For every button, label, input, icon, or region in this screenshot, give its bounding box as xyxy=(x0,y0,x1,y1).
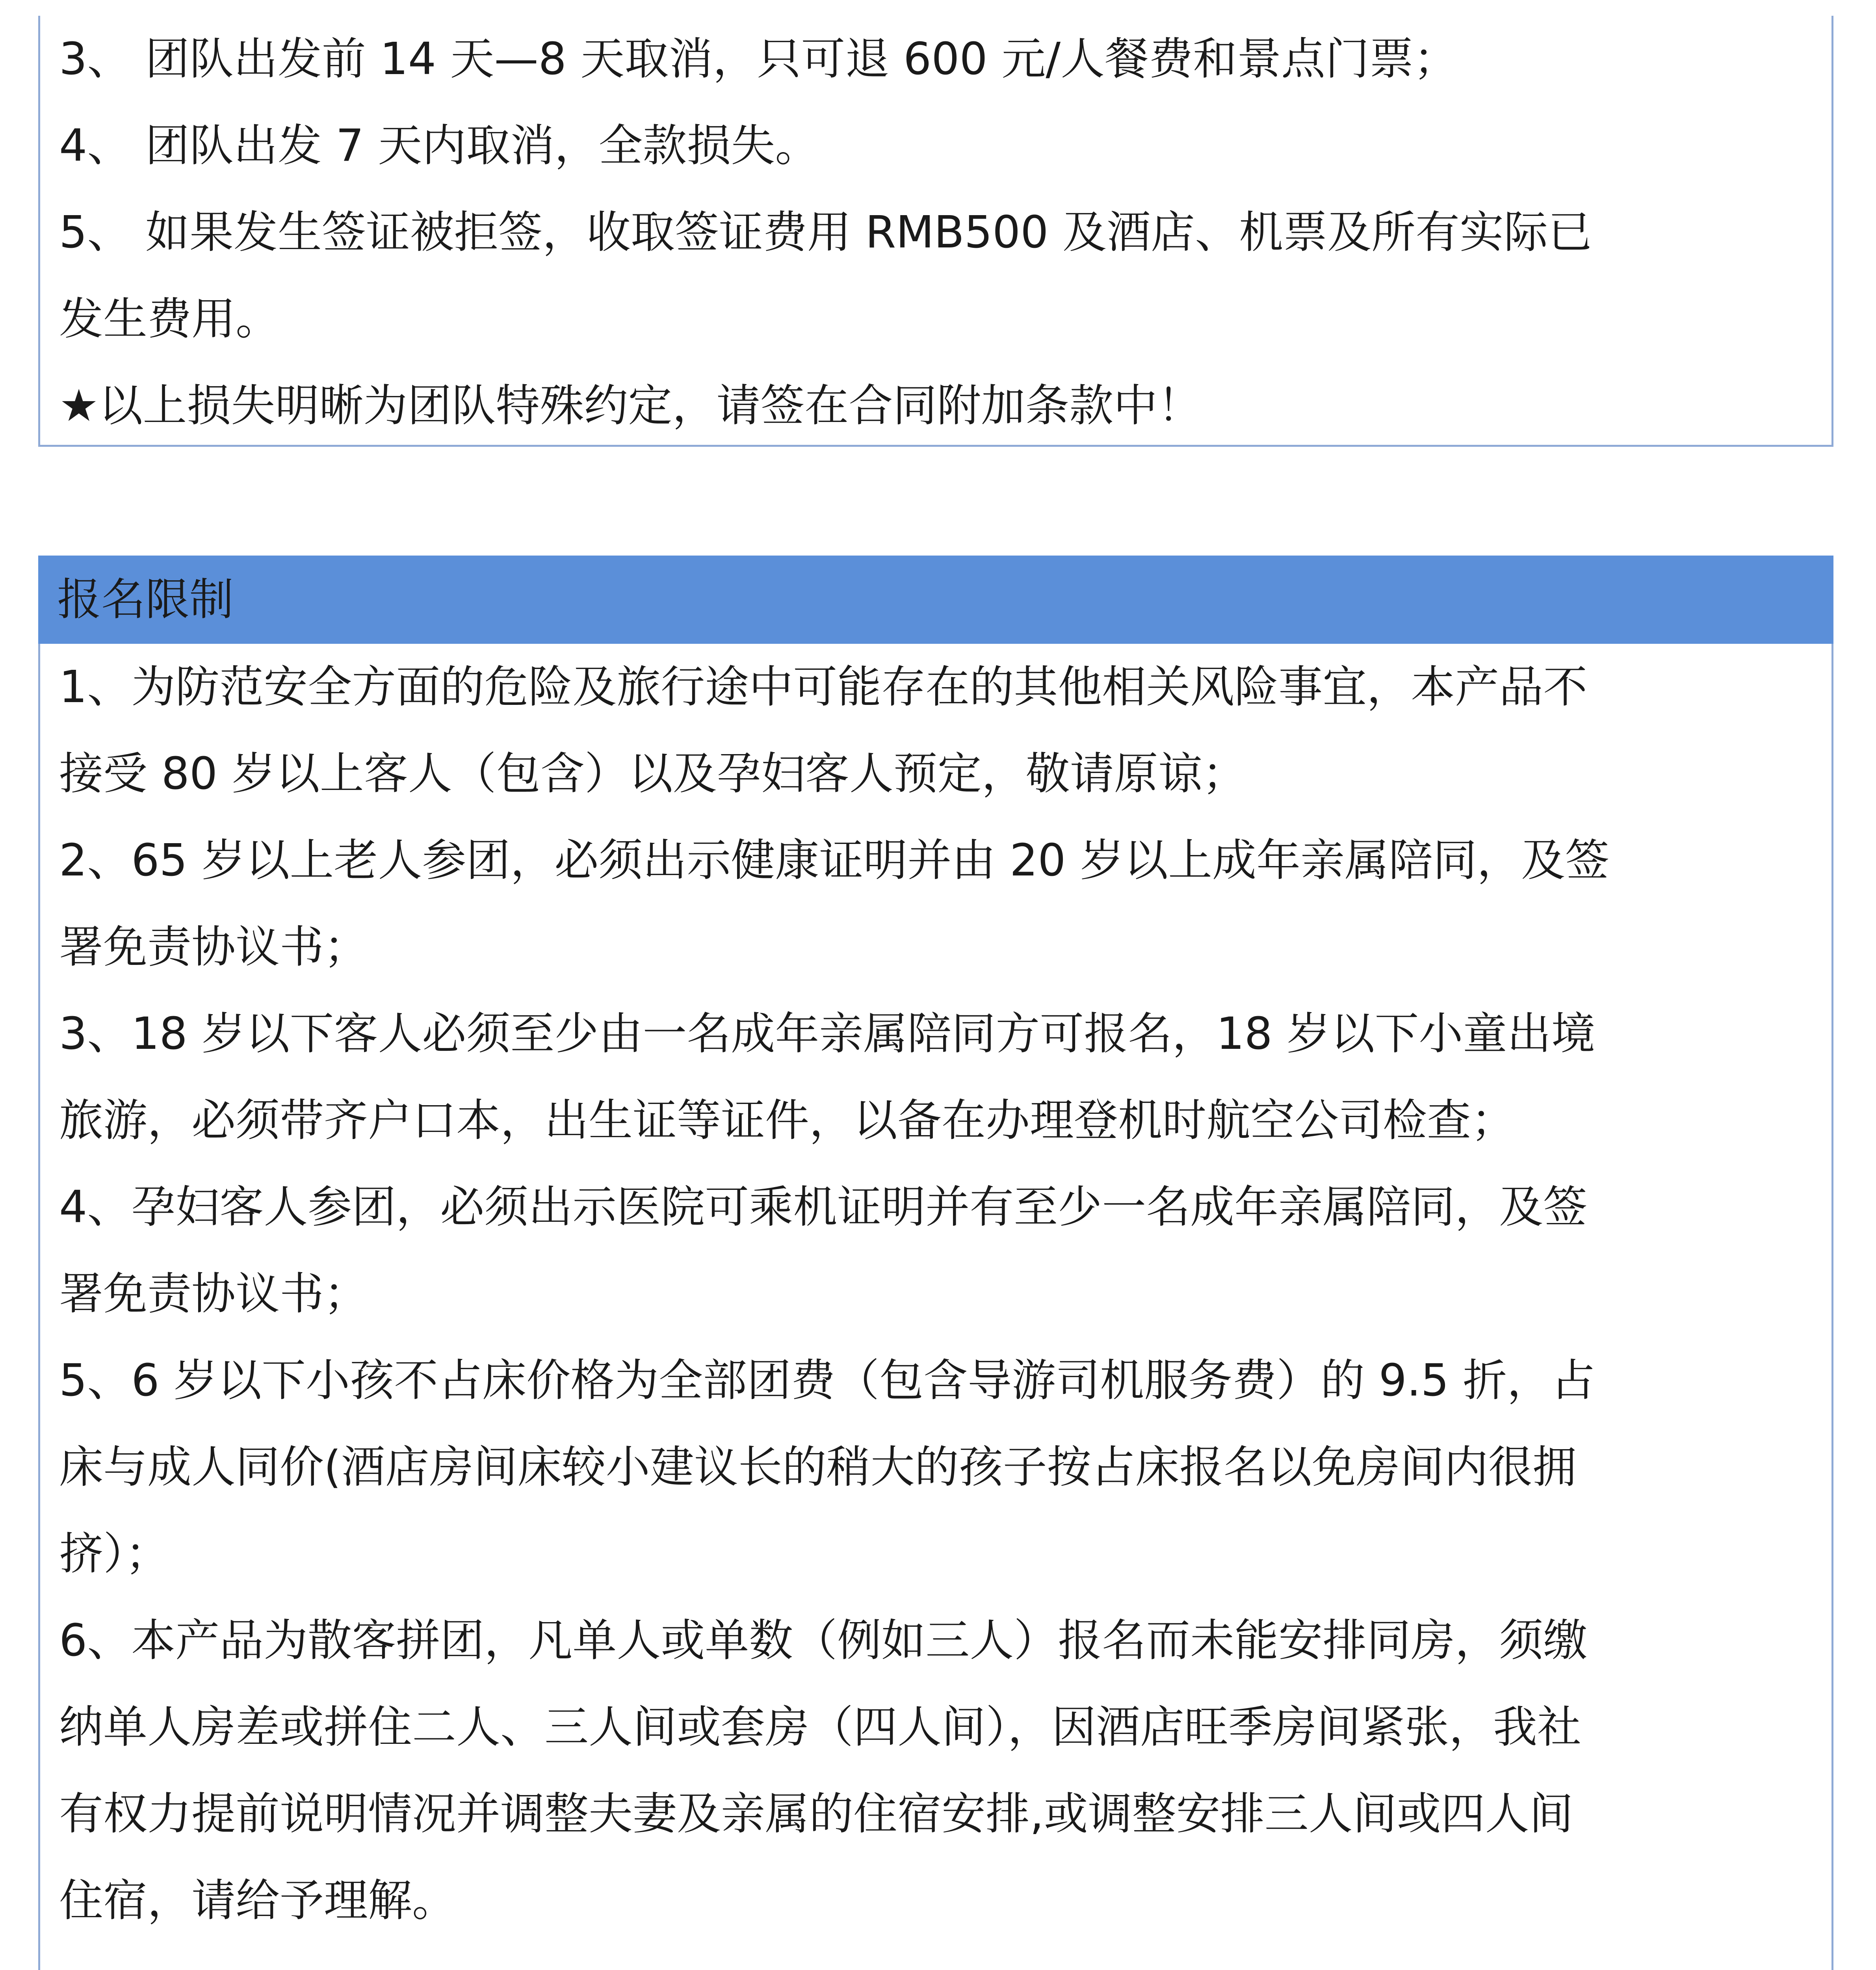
restrictions-title: 报名限制 xyxy=(57,574,234,625)
restriction-line: 6、本产品为散客拼团，凡单人或单数（例如三人）报名而未能安排同房，须缴 xyxy=(59,1615,1588,1666)
restriction-line: 1、为防范安全方面的危险及旅行途中可能存在的其他相关风险事宜，本产品不 xyxy=(59,662,1588,713)
restriction-line: 2、65 岁以上老人参团，必须出示健康证明并由 20 岁以上成年亲属陪同，及签 xyxy=(59,835,1610,886)
cancel-line: 4、 团队出发 7 天内取消，全款损失。 xyxy=(59,120,819,171)
cancel-note: ★以上损失明晰为团队特殊约定，请签在合同附加条款中！ xyxy=(59,380,1202,431)
restriction-line: 4、孕妇客人参团，必须出示医院可乘机证明并有至少一名成年亲属陪同，及签 xyxy=(59,1182,1588,1233)
cancel-line: 发生费用。 xyxy=(59,294,280,345)
restrictions-body xyxy=(38,644,1833,1970)
restriction-line: 住宿，请给予理解。 xyxy=(59,1875,456,1926)
restriction-line: 纳单人房差或拼住二人、三人间或套房（四人间），因酒店旺季房间紧张，我社 xyxy=(59,1702,1581,1753)
cancel-line: 5、 如果发生签证被拒签，收取签证费用 RMB500 及酒店、机票及所有实际已 xyxy=(59,207,1592,258)
restriction-line: 旅游，必须带齐户口本，出生证等证件，以备在办理登机时航空公司检查； xyxy=(59,1095,1515,1146)
restrictions-header xyxy=(38,556,1833,644)
cancellation-section xyxy=(38,16,1833,447)
restriction-line: 有权力提前说明情况并调整夫妻及亲属的住宿安排,或调整安排三人间或四人间 xyxy=(59,1788,1573,1840)
cancel-line: 3、 团队出发前 14 天—8 天取消，只可退 600 元/人餐费和景点门票； xyxy=(59,33,1458,85)
restriction-line: 署免责协议书； xyxy=(59,1268,368,1320)
restriction-line: 床与成人同价(酒店房间床较小建议长的稍大的孩子按占床报名以免房间内很拥 xyxy=(59,1442,1577,1493)
restriction-line: 挤）； xyxy=(59,1528,169,1580)
restriction-line: 5、6 岁以下小孩不占床价格为全部团费（包含导游司机服务费）的 9.5 折，占 xyxy=(59,1355,1596,1406)
restriction-line: 接受 80 岁以上客人（包含）以及孕妇客人预定，敬请原谅； xyxy=(59,748,1246,799)
restriction-line: 署免责协议书； xyxy=(59,922,368,973)
restriction-line: 3、18 岁以下客人必须至少由一名成年亲属陪同方可报名，18 岁以下小童出境 xyxy=(59,1008,1596,1059)
